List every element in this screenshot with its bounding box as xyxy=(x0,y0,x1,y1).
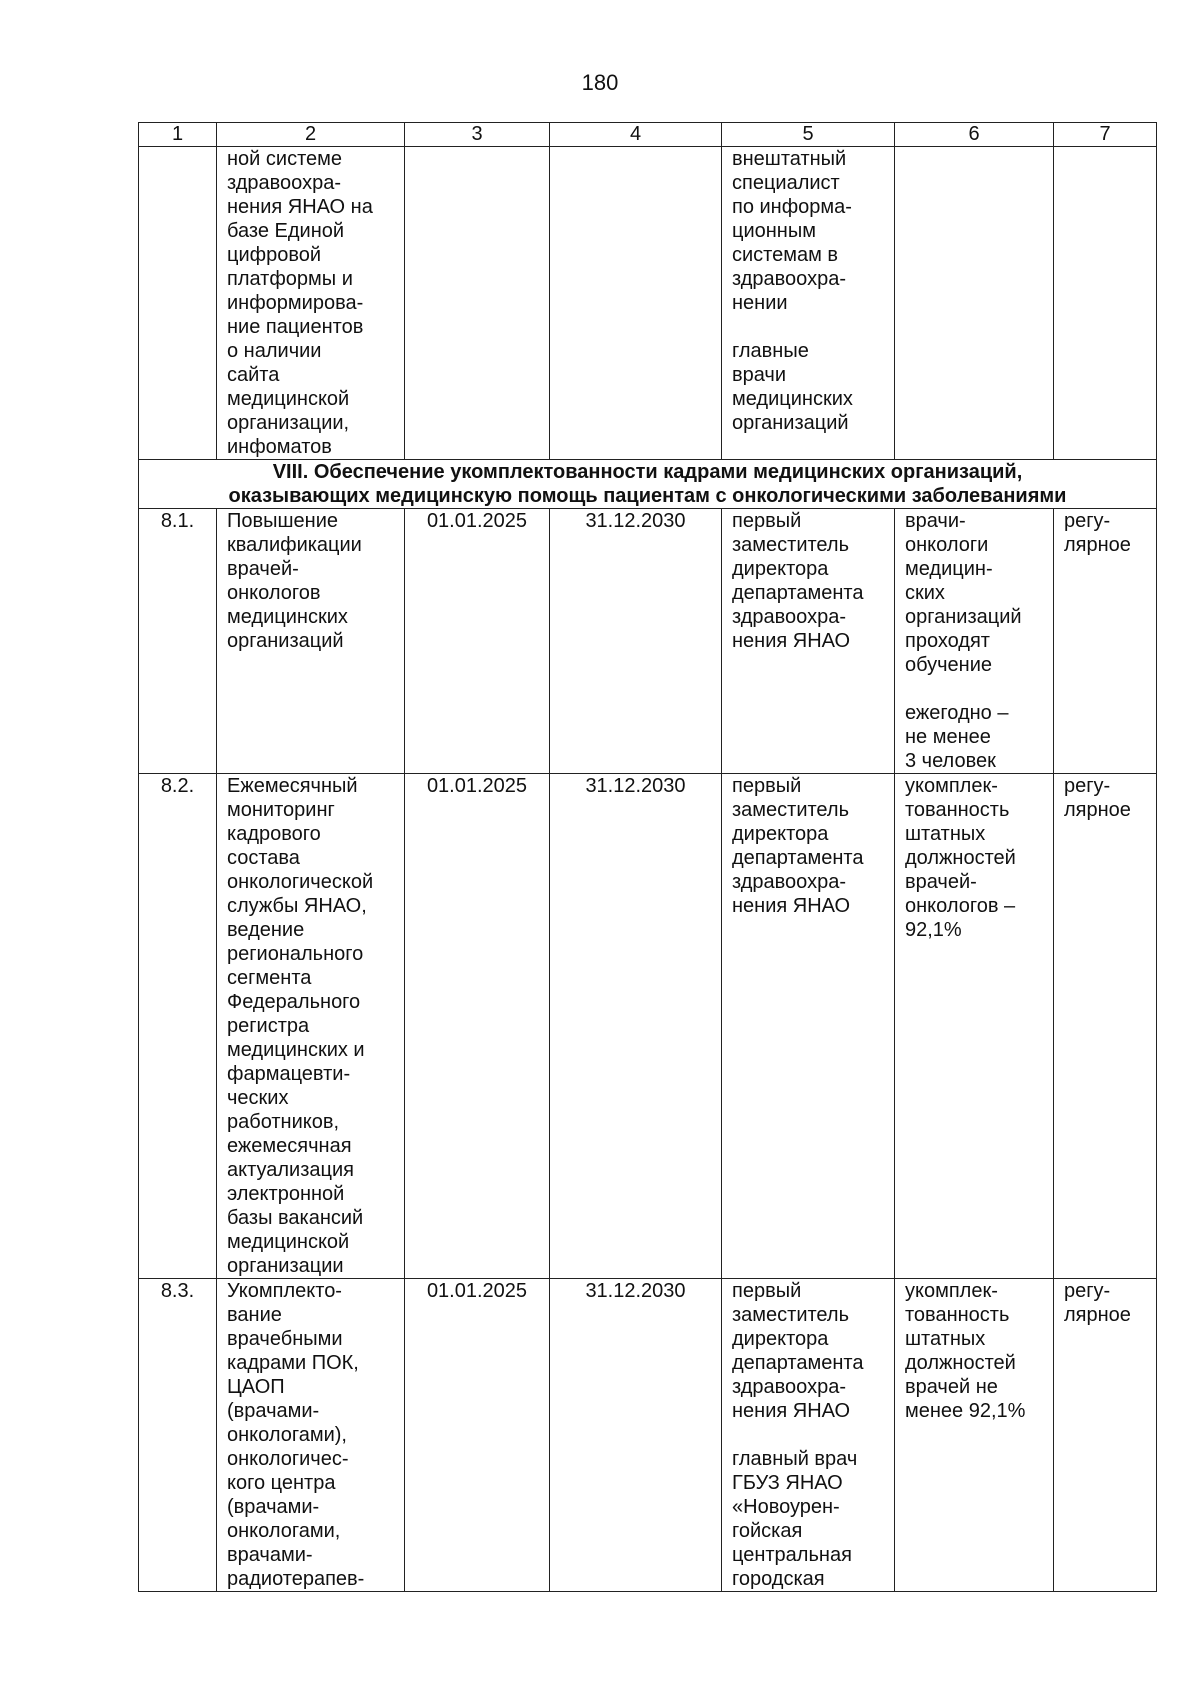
column-header: 4 xyxy=(550,123,722,147)
end-date: 31.12.2030 xyxy=(550,1279,722,1592)
responsible-person: первый заместитель директора департамента здравоохра- нения ЯНАО xyxy=(722,774,895,1279)
end-date: 31.12.2030 xyxy=(550,509,722,774)
event-type xyxy=(1054,147,1157,460)
row-number: 8.1. xyxy=(139,509,217,774)
row-number: 8.3. xyxy=(139,1279,217,1592)
start-date: 01.01.2025 xyxy=(405,774,550,1279)
expected-result: врачи- онкологи медицин- ских организаций проходят обучение ежегодно – не менее 3 человек xyxy=(895,509,1054,774)
column-header: 2 xyxy=(217,123,405,147)
row-number: 8.2. xyxy=(139,774,217,1279)
event-description: Укомплекто- вание врачебными кадрами ПОК, ЦАОП (врачами- онкологами), онкологичес- кого центра (врачами- онкологами, врачами- радиотерапев- xyxy=(217,1279,405,1592)
event-description: Повышение квалификации врачей- онкологов медицинских организаций xyxy=(217,509,405,774)
table-row xyxy=(139,509,1157,774)
column-header: 7 xyxy=(1054,123,1157,147)
section-heading-row xyxy=(139,460,1157,509)
table-row xyxy=(139,774,1157,1279)
table-header-row xyxy=(139,123,1157,147)
end-date: 31.12.2030 xyxy=(550,774,722,1279)
column-header: 1 xyxy=(139,123,217,147)
page-number: 180 xyxy=(581,70,619,95)
responsible-person: внештатный специалист по информа- ционным системам в здравоохра- нении главные врачи медицинских организаций xyxy=(722,147,895,460)
expected-result: укомплек- тованность штатных должностей врачей- онкологов – 92,1% xyxy=(895,774,1054,1279)
row-number xyxy=(139,147,217,460)
event-type: регу- лярное xyxy=(1054,1279,1157,1592)
event-description: Ежемесячный мониторинг кадрового состава онкологической службы ЯНАО, ведение регионального сегмента Федерального регистра медицинских и фармацевти- ческих работников, ежемесячная актуализация электронной базы вакансий медицинской организации xyxy=(217,774,405,1279)
expected-result: укомплек- тованность штатных должностей врачей не менее 92,1% xyxy=(895,1279,1054,1592)
section-title: VIII. Обеспечение укомплектованности кадрами медицинских организаций, оказывающих медицинскую помощь пациентам с онкологическими заболеваниями xyxy=(139,460,1157,509)
start-date: 01.01.2025 xyxy=(405,1279,550,1592)
event-description: ной системе здравоохра- нения ЯНАО на базе Единой цифровой платформы и информирова- ние пациентов о наличии сайта медицинской организации, инфоматов xyxy=(217,147,405,460)
responsible-person: первый заместитель директора департамента здравоохра- нения ЯНАО главный врач ГБУЗ ЯНАО «Новоурен- гойская центральная городская xyxy=(722,1279,895,1592)
event-type: регу- лярное xyxy=(1054,774,1157,1279)
responsible-person: первый заместитель директора департамента здравоохра- нения ЯНАО xyxy=(722,509,895,774)
start-date xyxy=(405,147,550,460)
column-header: 6 xyxy=(895,123,1054,147)
column-header: 3 xyxy=(405,123,550,147)
expected-result xyxy=(895,147,1054,460)
event-type: регу- лярное xyxy=(1054,509,1157,774)
column-header: 5 xyxy=(722,123,895,147)
table-row xyxy=(139,1279,1157,1592)
end-date xyxy=(550,147,722,460)
table-row xyxy=(139,147,1157,460)
activities-table xyxy=(138,122,1157,1592)
start-date: 01.01.2025 xyxy=(405,509,550,774)
